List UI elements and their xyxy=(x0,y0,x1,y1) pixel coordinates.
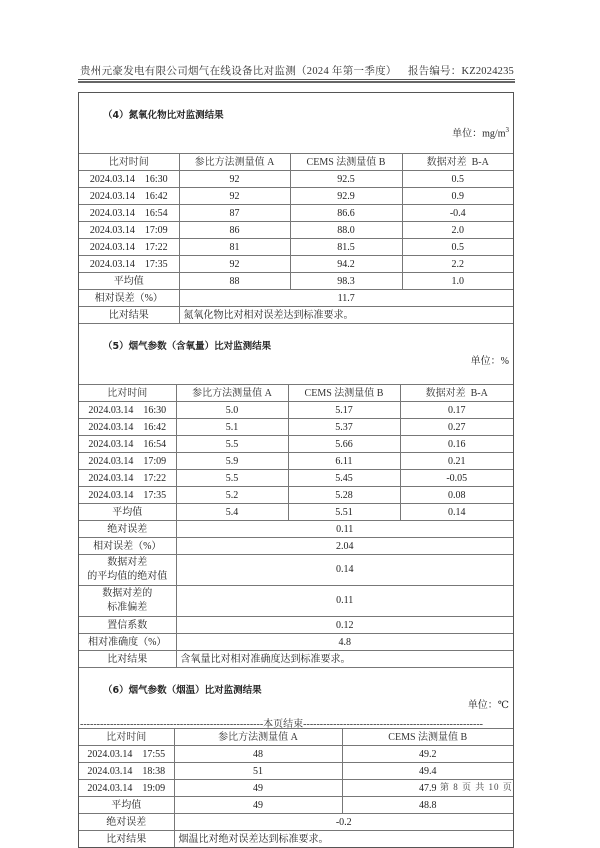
table-row xyxy=(79,222,513,239)
cell: 49.4 xyxy=(342,763,513,780)
cell: 0.16 xyxy=(400,436,513,453)
cell: 5.51 xyxy=(288,504,400,521)
value: 0.11 xyxy=(176,586,513,617)
value: 0.11 xyxy=(176,521,513,538)
cell: 平均值 xyxy=(79,504,176,521)
cell: 5.66 xyxy=(288,436,400,453)
cell: 2.0 xyxy=(402,222,513,239)
cell: 2024.03.14 16:42 xyxy=(79,188,179,205)
col-header: 数据对差 B-A xyxy=(400,385,513,402)
label: 相对误差（%） xyxy=(79,538,176,555)
cell: 2024.03.14 17:09 xyxy=(79,222,179,239)
label-line: 数据对差的 xyxy=(102,588,153,599)
table-row xyxy=(79,763,513,780)
col-header: 参比方法测量值 A xyxy=(179,154,290,171)
relative-error-row xyxy=(79,538,513,555)
table-row xyxy=(79,487,513,504)
cell: 2024.03.14 18:38 xyxy=(79,763,174,780)
label-line: 数据对差 xyxy=(107,557,148,568)
cell: 2.2 xyxy=(402,256,513,273)
cell: 0.5 xyxy=(402,239,513,256)
relative-accuracy-row xyxy=(79,634,513,651)
table-row xyxy=(79,419,513,436)
cell: 0.17 xyxy=(400,402,513,419)
cell: 81.5 xyxy=(290,239,402,256)
label: 相对误差（%） xyxy=(79,290,179,307)
result-row xyxy=(79,307,513,324)
cell: 0.21 xyxy=(400,453,513,470)
col-header: 比对时间 xyxy=(79,729,174,746)
cell: 49 xyxy=(174,780,342,797)
cell: 48 xyxy=(174,746,342,763)
cell: 5.9 xyxy=(176,453,288,470)
cell: 2024.03.14 16:54 xyxy=(79,436,176,453)
cell: 2024.03.14 17:55 xyxy=(79,746,174,763)
oxygen-title-row xyxy=(79,324,513,385)
cell: 92.9 xyxy=(290,188,402,205)
table-row xyxy=(79,239,513,256)
cell: 92 xyxy=(179,188,290,205)
label: 绝对误差 xyxy=(79,814,174,831)
absolute-error-row xyxy=(79,521,513,538)
value: 烟温比对绝对误差达到标准要求。 xyxy=(174,831,513,848)
cell: 0.5 xyxy=(402,171,513,188)
average-row xyxy=(79,273,513,290)
value: 11.7 xyxy=(179,290,513,307)
cell: 2024.03.14 17:35 xyxy=(79,487,176,504)
cell: -0.05 xyxy=(400,470,513,487)
cell: 2024.03.14 19:09 xyxy=(79,780,174,797)
cell: 88 xyxy=(179,273,290,290)
cell: 6.11 xyxy=(288,453,400,470)
nox-table xyxy=(79,93,513,324)
cell: 81 xyxy=(179,239,290,256)
label: 比对结果 xyxy=(79,651,176,668)
cell: 2024.03.14 16:42 xyxy=(79,419,176,436)
cell: 0.9 xyxy=(402,188,513,205)
report-number: 报告编号：KZ2024235 xyxy=(407,66,514,77)
oxygen-title: （5）烟气参数（含氧量）比对监测结果 xyxy=(103,341,272,352)
cell: 94.2 xyxy=(290,256,402,273)
page-end-marker: -------------------------------------------------------本页结束------------------------------------------------------ xyxy=(80,719,483,730)
cell: 2024.03.14 17:09 xyxy=(79,453,176,470)
col-header: CEMS 法测量值 B xyxy=(288,385,400,402)
oxygen-unit: 单位：% xyxy=(470,356,509,367)
cell: -0.4 xyxy=(402,205,513,222)
table-row xyxy=(79,436,513,453)
cell: 86 xyxy=(179,222,290,239)
page-number: 第 8 页 共 10 页 xyxy=(440,782,513,792)
cell: 5.0 xyxy=(176,402,288,419)
cell: 5.5 xyxy=(176,436,288,453)
oxygen-header-row xyxy=(79,385,513,402)
value: 0.12 xyxy=(176,617,513,634)
nox-unit xyxy=(452,123,513,141)
value: 4.8 xyxy=(176,634,513,651)
cell: 5.5 xyxy=(176,470,288,487)
table-row xyxy=(79,746,513,763)
table-row xyxy=(79,470,513,487)
confidence-row xyxy=(79,617,513,634)
cell: 88.0 xyxy=(290,222,402,239)
cell: 2024.03.14 16:30 xyxy=(79,171,179,188)
cell: 51 xyxy=(174,763,342,780)
label: 比对结果 xyxy=(79,307,179,324)
label-line: 的平均值的绝对值 xyxy=(87,571,168,582)
cell: 92.5 xyxy=(290,171,402,188)
col-header: 比对时间 xyxy=(79,385,176,402)
cell: 0.14 xyxy=(400,504,513,521)
results-tables xyxy=(78,92,514,848)
cell: 1.0 xyxy=(402,273,513,290)
cell: 5.37 xyxy=(288,419,400,436)
cell: 98.3 xyxy=(290,273,402,290)
table-row xyxy=(79,205,513,222)
result-row xyxy=(79,831,513,848)
nox-header-row xyxy=(79,154,513,171)
col-header: 参比方法测量值 A xyxy=(176,385,288,402)
label-line: 标准偏差 xyxy=(107,602,148,613)
temp-header-row xyxy=(79,729,513,746)
value: 氮氧化物比对相对误差达到标准要求。 xyxy=(179,307,513,324)
cell: 49.2 xyxy=(342,746,513,763)
nox-title-row xyxy=(79,93,513,154)
mean-abs-diff-row xyxy=(79,555,513,586)
cell: 5.4 xyxy=(176,504,288,521)
table-row xyxy=(79,188,513,205)
value: -0.2 xyxy=(174,814,513,831)
cell: 5.28 xyxy=(288,487,400,504)
label xyxy=(79,586,176,617)
relative-error-row xyxy=(79,290,513,307)
header-rule-thick xyxy=(78,81,515,83)
cell: 48.8 xyxy=(342,797,513,814)
cell: 5.45 xyxy=(288,470,400,487)
table-row xyxy=(79,171,513,188)
label: 绝对误差 xyxy=(79,521,176,538)
cell: 86.6 xyxy=(290,205,402,222)
col-header: CEMS 法测量值 B xyxy=(290,154,402,171)
average-row xyxy=(79,797,513,814)
cell: 5.2 xyxy=(176,487,288,504)
value: 含氧量比对相对准确度达到标准要求。 xyxy=(176,651,513,668)
result-row xyxy=(79,651,513,668)
cell: 平均值 xyxy=(79,273,179,290)
cell: 2024.03.14 17:22 xyxy=(79,470,176,487)
cell: 92 xyxy=(179,256,290,273)
cell: 87 xyxy=(179,205,290,222)
table-row xyxy=(79,402,513,419)
nox-unit-text: 单位：mg/m xyxy=(452,128,506,140)
cell: 2024.03.14 16:30 xyxy=(79,402,176,419)
flue-temp-table xyxy=(79,668,513,848)
label xyxy=(79,555,176,586)
cell: 5.1 xyxy=(176,419,288,436)
nox-unit-sup: 3 xyxy=(505,126,509,134)
value: 0.14 xyxy=(176,555,513,586)
oxygen-table xyxy=(79,324,513,668)
cell: 92 xyxy=(179,171,290,188)
cell: 49 xyxy=(174,797,342,814)
col-header: 数据对差 B-A xyxy=(402,154,513,171)
col-header: 参比方法测量值 A xyxy=(174,729,342,746)
cell: 平均值 xyxy=(79,797,174,814)
cell: 0.08 xyxy=(400,487,513,504)
cell: 2024.03.14 17:35 xyxy=(79,256,179,273)
std-dev-row xyxy=(79,586,513,617)
label: 比对结果 xyxy=(79,831,174,848)
cell: 5.17 xyxy=(288,402,400,419)
label: 置信系数 xyxy=(79,617,176,634)
label: 相对准确度（%） xyxy=(79,634,176,651)
table-row xyxy=(79,453,513,470)
col-header: 比对时间 xyxy=(79,154,179,171)
cell: 2024.03.14 16:54 xyxy=(79,205,179,222)
cell: 2024.03.14 17:22 xyxy=(79,239,179,256)
header-title: 贵州元豪发电有限公司烟气在线设备比对监测（2024 年第一季度） xyxy=(80,66,397,77)
absolute-error-row xyxy=(79,814,513,831)
value: 2.04 xyxy=(176,538,513,555)
table-row xyxy=(79,256,513,273)
temp-unit: 单位：℃ xyxy=(467,700,509,711)
cell: 0.27 xyxy=(400,419,513,436)
nox-title: （4）氮氧化物比对监测结果 xyxy=(103,110,224,121)
temp-title: （6）烟气参数（烟温）比对监测结果 xyxy=(103,685,262,696)
cell: 47.9 xyxy=(342,780,513,797)
average-row xyxy=(79,504,513,521)
header-rule-thin xyxy=(78,79,515,80)
col-header: CEMS 法测量值 B xyxy=(342,729,513,746)
